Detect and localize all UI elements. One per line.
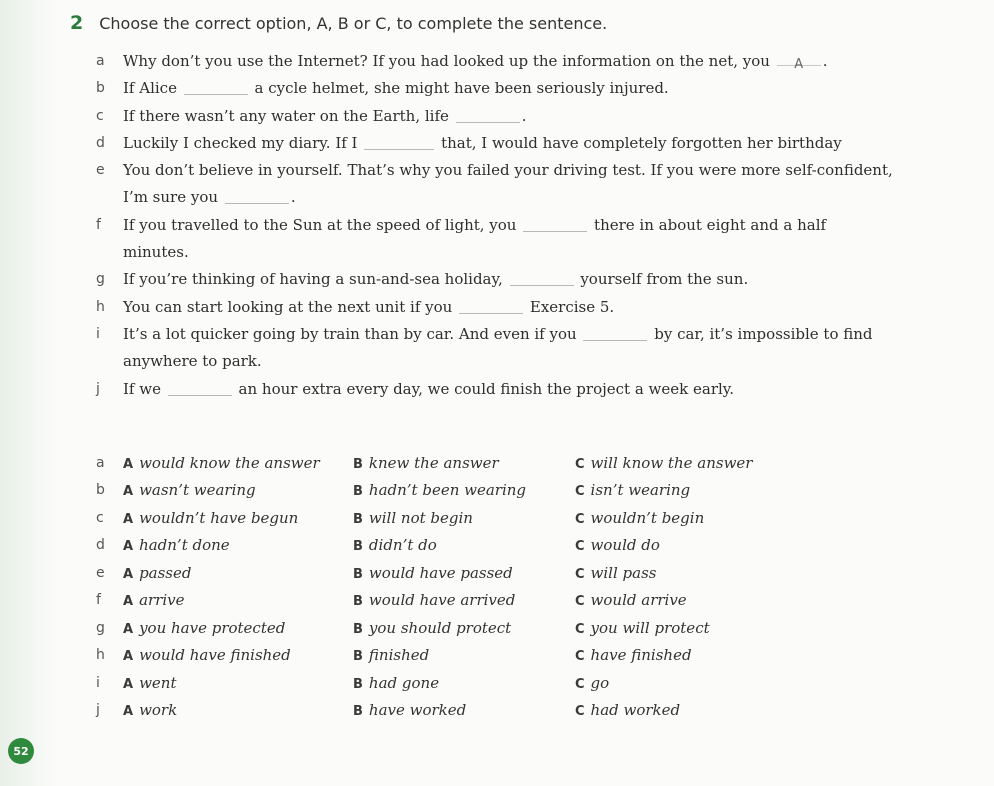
option-mark: C — [575, 539, 585, 555]
option-text: will know the answer — [590, 453, 753, 472]
option-mark: B — [353, 456, 363, 472]
option-row-letter: i — [96, 674, 100, 691]
answer-blank[interactable] — [510, 271, 574, 286]
option-text: arrive — [139, 591, 185, 610]
answer-blank[interactable]: A — [777, 51, 821, 66]
sentence-item — [96, 48, 896, 75]
option-text: wasn’t wearing — [139, 481, 256, 500]
option-row — [96, 669, 896, 697]
option-text: finished — [368, 646, 430, 665]
sentence-text: You don’t believe in yourself. That’s why you failed your driving test. If you were more self-confident, I’m sure you — [123, 161, 893, 207]
option-mark: B — [353, 676, 363, 692]
option-mark: A — [123, 539, 134, 555]
sentence-letter: e — [96, 162, 105, 179]
sentence-text: . — [521, 106, 527, 125]
option-mark: B — [353, 621, 363, 637]
sentence-letter: h — [96, 298, 105, 315]
option-mark: C — [575, 676, 585, 692]
option-text: have worked — [368, 701, 467, 720]
option-text: hadn’t been wearing — [368, 481, 527, 500]
option-row — [96, 532, 896, 560]
option-row-letter: a — [96, 454, 105, 471]
sentence-text: . — [822, 52, 828, 70]
sentence-letter: c — [96, 107, 104, 124]
option-text: you should protect — [368, 618, 512, 637]
option-a[interactable] — [123, 509, 353, 527]
page-number-badge: 52 — [8, 738, 34, 764]
option-b[interactable] — [353, 646, 575, 664]
option-text: had gone — [368, 673, 440, 692]
sentence-item — [96, 157, 896, 212]
option-text: have finished — [590, 646, 692, 665]
options-table — [96, 449, 896, 724]
answer-blank[interactable] — [583, 326, 647, 341]
option-text: would arrive — [590, 591, 687, 610]
option-a[interactable] — [123, 619, 353, 637]
sentence-text: Exercise 5. — [529, 297, 615, 316]
option-text: would have arrived — [368, 591, 516, 610]
sentence-text: If there wasn’t any water on the Earth, life — [123, 106, 449, 125]
sentence-text: It’s a lot quicker going by train than by car. And even if you — [123, 324, 577, 343]
option-text: went — [139, 673, 177, 692]
option-b[interactable] — [353, 564, 575, 582]
option-mark: B — [353, 649, 363, 665]
sentence-item — [96, 266, 896, 293]
sentence-text: Why don’t you use the Internet? If you had looked up the information on the net, you — [123, 52, 770, 70]
sentence-item — [96, 130, 896, 157]
sentence-letter: g — [96, 271, 105, 288]
option-mark: A — [123, 566, 134, 582]
option-text: hadn’t done — [139, 536, 230, 555]
option-text: had worked — [590, 701, 681, 720]
option-c[interactable] — [575, 481, 825, 499]
option-text: isn’t wearing — [590, 481, 691, 500]
option-text: passed — [139, 563, 192, 582]
option-b[interactable] — [353, 701, 575, 719]
option-mark: A — [123, 484, 134, 500]
option-mark: A — [123, 511, 134, 527]
sentence-item — [96, 376, 896, 403]
option-mark: C — [575, 649, 585, 665]
option-row-letter: d — [96, 537, 105, 554]
option-mark: B — [353, 594, 363, 610]
option-mark: C — [575, 566, 585, 582]
sentence-text: If we — [123, 379, 161, 398]
option-row — [96, 559, 896, 587]
option-a[interactable] — [123, 701, 353, 719]
sentence-letter: i — [96, 325, 100, 342]
option-row — [96, 697, 896, 725]
sentence-text: that, I would have completely forgotten her birthday — [441, 133, 842, 152]
page-side-strip — [0, 0, 56, 786]
option-b[interactable] — [353, 481, 575, 499]
option-mark: C — [575, 484, 585, 500]
answer-blank[interactable] — [523, 217, 587, 232]
sentence-item — [96, 103, 896, 130]
option-text: didn’t do — [368, 536, 437, 555]
option-c[interactable] — [575, 536, 825, 554]
option-row-letter: f — [96, 592, 101, 609]
option-mark: C — [575, 621, 585, 637]
option-row — [96, 449, 896, 477]
answer-blank[interactable] — [225, 189, 289, 204]
option-row-letter: h — [96, 647, 105, 664]
sentence-text: by car, it’s impossible to find anywhere to park. — [123, 324, 873, 371]
option-row — [96, 504, 896, 532]
option-mark: A — [123, 704, 134, 720]
option-a[interactable] — [123, 646, 353, 664]
option-text: you have protected — [139, 618, 286, 637]
option-a[interactable] — [123, 536, 353, 554]
option-b[interactable] — [353, 619, 575, 637]
option-c[interactable] — [575, 701, 825, 719]
option-mark: C — [575, 594, 585, 610]
option-text: would have finished — [139, 646, 291, 665]
sentence-item — [96, 75, 896, 102]
sentence-letter: f — [96, 216, 101, 233]
option-mark: B — [353, 539, 363, 555]
option-row — [96, 477, 896, 505]
option-row-letter: j — [96, 702, 100, 719]
option-b[interactable] — [353, 591, 575, 609]
option-c[interactable] — [575, 509, 825, 527]
option-a[interactable] — [123, 674, 353, 692]
answer-blank[interactable] — [184, 80, 248, 95]
option-c[interactable] — [575, 619, 825, 637]
sentence-text: yourself from the sun. — [580, 270, 749, 289]
sentence-text: If you’re thinking of having a sun-and-sea holiday, — [123, 270, 503, 289]
option-mark: B — [353, 566, 363, 582]
option-text: go — [590, 673, 610, 692]
option-mark: C — [575, 704, 585, 720]
sentence-list — [96, 48, 896, 403]
option-c[interactable] — [575, 646, 825, 664]
option-a[interactable] — [123, 481, 353, 499]
option-c[interactable] — [575, 591, 825, 609]
option-row — [96, 642, 896, 670]
sentence-letter: d — [96, 134, 105, 151]
option-b[interactable] — [353, 509, 575, 527]
option-text: work — [139, 701, 178, 720]
option-row — [96, 614, 896, 642]
sentence-text: Luckily I checked my diary. If I — [123, 133, 358, 152]
option-c[interactable] — [575, 564, 825, 582]
option-b[interactable] — [353, 536, 575, 554]
option-text: wouldn’t have begun — [139, 508, 299, 527]
option-a[interactable] — [123, 564, 353, 582]
sentence-text: If Alice — [123, 79, 177, 98]
sentence-text: a cycle helmet, she might have been seriously injured. — [254, 79, 669, 98]
option-text: wouldn’t begin — [590, 508, 705, 527]
option-b[interactable] — [353, 454, 575, 472]
option-text: would do — [590, 536, 660, 555]
option-c[interactable] — [575, 454, 825, 472]
exercise-header — [70, 12, 607, 38]
option-mark: A — [123, 649, 134, 665]
sentence-item — [96, 321, 896, 376]
option-mark: A — [123, 676, 134, 692]
option-row-letter: g — [96, 619, 105, 636]
option-a[interactable] — [123, 454, 353, 472]
option-mark: A — [123, 594, 134, 610]
answer-blank[interactable] — [456, 108, 520, 123]
option-mark: B — [353, 704, 363, 720]
option-mark: C — [575, 511, 585, 527]
option-text: will pass — [590, 563, 657, 582]
sentence-text: there in about eight and a half minutes. — [123, 215, 827, 262]
exercise-instruction: Choose the correct option, A, B or C, to complete the sentence. — [99, 14, 608, 33]
sentence-letter: a — [96, 53, 105, 69]
option-mark: A — [123, 456, 134, 472]
option-text: knew the answer — [368, 453, 499, 472]
sentence-text: If you travelled to the Sun at the speed of light, you — [123, 215, 517, 234]
answer-blank[interactable] — [459, 299, 523, 314]
option-b[interactable] — [353, 674, 575, 692]
option-row-letter: e — [96, 564, 105, 581]
sentence-letter: b — [96, 80, 105, 97]
option-text: would have passed — [368, 563, 513, 582]
sentence-text: . — [290, 188, 296, 207]
option-mark: C — [575, 456, 585, 472]
option-mark: B — [353, 511, 363, 527]
sentence-letter: j — [96, 380, 100, 397]
sentence-text: You can start looking at the next unit if you — [123, 297, 453, 316]
option-text: would know the answer — [139, 453, 320, 472]
option-c[interactable] — [575, 674, 825, 692]
answer-blank[interactable] — [364, 135, 434, 150]
option-row-letter: c — [96, 509, 104, 526]
exercise-number: 2 — [70, 12, 84, 34]
option-row-letter: b — [96, 482, 105, 499]
option-a[interactable] — [123, 591, 353, 609]
option-text: you will protect — [590, 618, 710, 637]
answer-blank[interactable] — [168, 381, 232, 396]
sentence-item — [96, 294, 896, 321]
sentence-text: an hour extra every day, we could finish the project a week early. — [238, 379, 735, 398]
option-text: will not begin — [368, 508, 473, 527]
option-row — [96, 587, 896, 615]
sentence-item — [96, 212, 896, 267]
option-mark: A — [123, 621, 134, 637]
option-mark: B — [353, 484, 363, 500]
